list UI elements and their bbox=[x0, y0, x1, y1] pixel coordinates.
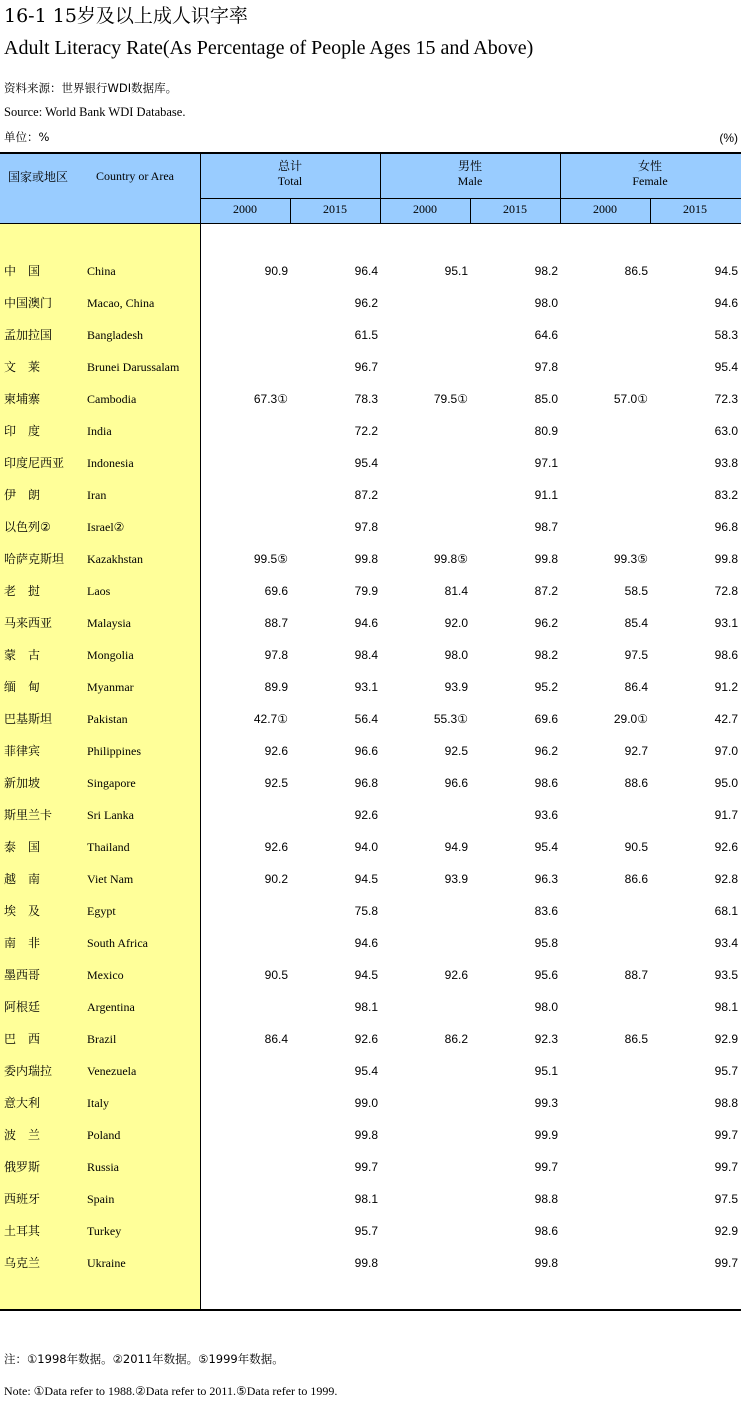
table-cell: 93.4 bbox=[714, 936, 738, 950]
table-cell: 61.5 bbox=[354, 328, 378, 342]
table-cell: 92.0 bbox=[444, 616, 468, 630]
table-cell: 99.7 bbox=[354, 1160, 378, 1174]
table-row bbox=[0, 1221, 741, 1241]
table-cell: 98.6 bbox=[714, 648, 738, 662]
table-cell: 85.0 bbox=[534, 392, 558, 406]
group-label-cn: 女性 bbox=[637, 159, 662, 173]
table-cell: 93.1 bbox=[714, 616, 738, 630]
table-cell: 90.5 bbox=[264, 968, 288, 982]
year-header: 2000 bbox=[593, 202, 617, 216]
table-cell: 86.4 bbox=[624, 680, 648, 694]
table-cell: 98.0 bbox=[534, 1000, 558, 1014]
table-cell: 95.4 bbox=[354, 456, 378, 470]
group-header-female bbox=[560, 158, 740, 188]
table-cell: 96.2 bbox=[534, 744, 558, 758]
table-cell: 96.7 bbox=[354, 360, 378, 374]
table-cell: 72.3 bbox=[714, 392, 738, 406]
table-cell: 81.4 bbox=[444, 584, 468, 598]
country-name-cn: 文 莱 bbox=[4, 360, 41, 374]
table-row bbox=[0, 485, 741, 505]
country-name-cn: 菲律宾 bbox=[4, 744, 41, 758]
table-cell: 97.8 bbox=[264, 648, 288, 662]
table-cell: 55.3① bbox=[433, 712, 468, 726]
country-name-en: Brazil bbox=[87, 1032, 117, 1046]
table-row bbox=[0, 741, 741, 761]
country-name-en: Philippines bbox=[87, 744, 142, 758]
table-cell: 92.6 bbox=[444, 968, 468, 982]
table-cell: 83.2 bbox=[714, 488, 738, 502]
table-cell: 98.6 bbox=[534, 1224, 558, 1238]
table-cell: 99.8 bbox=[354, 1256, 378, 1270]
table-cell: 95.4 bbox=[534, 840, 558, 854]
table-cell: 91.7 bbox=[714, 808, 738, 822]
table-cell: 98.1 bbox=[714, 1000, 738, 1014]
table-cell: 98.8 bbox=[534, 1192, 558, 1206]
country-name-en: Singapore bbox=[87, 776, 136, 790]
group-header-male bbox=[380, 158, 560, 188]
table-row bbox=[0, 1093, 741, 1113]
country-name-cn: 意大利 bbox=[4, 1096, 41, 1110]
page-title-cn: 16-1 15岁及以上成人识字率 bbox=[4, 5, 248, 27]
table-cell: 96.3 bbox=[534, 872, 558, 886]
table-cell: 86.5 bbox=[624, 264, 648, 278]
table-cell: 86.6 bbox=[624, 872, 648, 886]
table-cell: 99.8⑤ bbox=[433, 552, 468, 566]
table-row bbox=[0, 1253, 741, 1273]
country-name-cn: 孟加拉国 bbox=[4, 328, 53, 342]
table-row bbox=[0, 517, 741, 537]
year-header: 2015 bbox=[323, 202, 347, 216]
country-header-cn: 国家或地区 bbox=[8, 169, 69, 184]
country-name-cn: 土耳其 bbox=[4, 1224, 41, 1238]
table-cell: 96.2 bbox=[354, 296, 378, 310]
footnote-en: Note: ①Data refer to 1988.②Data refer to 2011.⑤Data refer to 1999. bbox=[4, 1384, 338, 1398]
table-row bbox=[0, 1061, 741, 1081]
country-name-en: Mexico bbox=[87, 968, 124, 982]
table-cell: 63.0 bbox=[714, 424, 738, 438]
country-name-cn: 中国澳门 bbox=[4, 296, 53, 310]
country-name-en: Mongolia bbox=[87, 648, 134, 662]
table-cell: 99.9 bbox=[534, 1128, 558, 1142]
table-row bbox=[0, 1029, 741, 1049]
table-cell: 56.4 bbox=[354, 712, 378, 726]
group-label-en: Male bbox=[457, 174, 483, 188]
table-row bbox=[0, 293, 741, 313]
country-name-en: Argentina bbox=[87, 1000, 135, 1014]
country-name-en: Spain bbox=[87, 1192, 115, 1206]
table-cell: 92.6 bbox=[264, 840, 288, 854]
country-name-cn: 柬埔寨 bbox=[4, 392, 41, 406]
table-cell: 97.1 bbox=[534, 456, 558, 470]
table-row bbox=[0, 677, 741, 697]
country-name-en: Thailand bbox=[87, 840, 130, 854]
group-label-cn: 男性 bbox=[457, 159, 482, 173]
table-cell: 98.0 bbox=[444, 648, 468, 662]
table-cell: 95.0 bbox=[714, 776, 738, 790]
table-cell: 93.1 bbox=[354, 680, 378, 694]
group-header-total bbox=[200, 158, 380, 188]
table-cell: 92.5 bbox=[264, 776, 288, 790]
table-row bbox=[0, 965, 741, 985]
table-row bbox=[0, 421, 741, 441]
table-cell: 93.9 bbox=[444, 872, 468, 886]
column-divider bbox=[200, 224, 201, 1310]
table-row bbox=[0, 581, 741, 601]
table-cell: 80.9 bbox=[534, 424, 558, 438]
country-name-cn: 伊 朗 bbox=[4, 488, 41, 502]
table-row bbox=[0, 613, 741, 633]
table-cell: 64.6 bbox=[534, 328, 558, 342]
table-cell: 98.8 bbox=[714, 1096, 738, 1110]
table-cell: 83.6 bbox=[534, 904, 558, 918]
table-cell: 69.6 bbox=[264, 584, 288, 598]
table-cell: 93.5 bbox=[714, 968, 738, 982]
table-cell: 96.8 bbox=[714, 520, 738, 534]
country-column-background bbox=[0, 224, 200, 1310]
country-name-cn: 印 度 bbox=[4, 424, 41, 438]
country-name-en: Iran bbox=[87, 488, 107, 502]
country-name-cn: 新加坡 bbox=[4, 776, 41, 790]
table-cell: 92.6 bbox=[714, 840, 738, 854]
country-name-cn: 马来西亚 bbox=[4, 616, 53, 630]
country-name-en: South Africa bbox=[87, 936, 148, 950]
table-cell: 99.7 bbox=[714, 1160, 738, 1174]
unit-label-right: (%) bbox=[719, 131, 738, 145]
table-cell: 94.5 bbox=[714, 264, 738, 278]
table-cell: 97.8 bbox=[534, 360, 558, 374]
country-name-en: Indonesia bbox=[87, 456, 134, 470]
year-header: 2000 bbox=[233, 202, 257, 216]
country-name-cn: 乌克兰 bbox=[4, 1256, 41, 1270]
table-cell: 96.2 bbox=[534, 616, 558, 630]
table-cell: 99.7 bbox=[534, 1160, 558, 1174]
country-name-cn: 委内瑞拉 bbox=[4, 1064, 53, 1078]
country-name-cn: 中 国 bbox=[4, 264, 41, 278]
country-name-cn: 阿根廷 bbox=[4, 1000, 41, 1014]
table-cell: 95.4 bbox=[354, 1064, 378, 1078]
group-label-cn: 总计 bbox=[277, 159, 302, 173]
table-cell: 95.1 bbox=[444, 264, 468, 278]
table-cell: 94.6 bbox=[354, 936, 378, 950]
country-name-en: Israel② bbox=[87, 520, 125, 534]
country-name-cn: 印度尼西亚 bbox=[4, 456, 65, 470]
country-name-en: Myanmar bbox=[87, 680, 134, 694]
country-name-en: Ukraine bbox=[87, 1256, 126, 1270]
table-cell: 93.8 bbox=[714, 456, 738, 470]
table-cell: 95.6 bbox=[534, 968, 558, 982]
table-row bbox=[0, 709, 741, 729]
table-cell: 98.2 bbox=[534, 264, 558, 278]
table-cell: 98.4 bbox=[354, 648, 378, 662]
table-cell: 98.1 bbox=[354, 1192, 378, 1206]
table-cell: 88.7 bbox=[264, 616, 288, 630]
table-row bbox=[0, 901, 741, 921]
country-name-en: Kazakhstan bbox=[87, 552, 143, 566]
table-cell: 86.4 bbox=[264, 1032, 288, 1046]
country-name-cn: 老 挝 bbox=[4, 584, 41, 598]
table-cell: 68.1 bbox=[714, 904, 738, 918]
table-cell: 99.3⑤ bbox=[613, 552, 648, 566]
table-cell: 87.2 bbox=[534, 584, 558, 598]
table-cell: 88.7 bbox=[624, 968, 648, 982]
year-header: 2015 bbox=[503, 202, 527, 216]
table-cell: 96.6 bbox=[354, 744, 378, 758]
group-label-en: Total bbox=[277, 174, 303, 188]
table-cell: 75.8 bbox=[354, 904, 378, 918]
country-name-en: Egypt bbox=[87, 904, 116, 918]
table-cell: 95.7 bbox=[354, 1224, 378, 1238]
table-cell: 57.0① bbox=[613, 392, 648, 406]
table-cell: 95.8 bbox=[534, 936, 558, 950]
table-cell: 94.6 bbox=[354, 616, 378, 630]
table-cell: 92.6 bbox=[264, 744, 288, 758]
table-cell: 69.6 bbox=[534, 712, 558, 726]
table-cell: 72.2 bbox=[354, 424, 378, 438]
country-header-en: Country or Area bbox=[96, 168, 174, 183]
table-cell: 95.1 bbox=[534, 1064, 558, 1078]
source-cn: 资料来源：世界银行WDI数据库。 bbox=[4, 81, 178, 95]
table-header bbox=[0, 152, 741, 224]
country-name-cn: 波 兰 bbox=[4, 1128, 41, 1142]
table-row bbox=[0, 869, 741, 889]
country-name-en: Malaysia bbox=[87, 616, 131, 630]
country-name-cn: 巴 西 bbox=[4, 1032, 41, 1046]
country-name-en: Venezuela bbox=[87, 1064, 137, 1078]
country-name-en: China bbox=[87, 264, 116, 278]
table-row bbox=[0, 549, 741, 569]
table-cell: 92.9 bbox=[714, 1032, 738, 1046]
table-cell: 58.5 bbox=[624, 584, 648, 598]
table-cell: 90.5 bbox=[624, 840, 648, 854]
country-name-cn: 哈萨克斯坦 bbox=[4, 552, 65, 566]
table-cell: 78.3 bbox=[354, 392, 378, 406]
country-name-cn: 埃 及 bbox=[4, 904, 41, 918]
country-name-cn: 西班牙 bbox=[4, 1192, 41, 1206]
table-cell: 99.0 bbox=[354, 1096, 378, 1110]
table-cell: 98.6 bbox=[534, 776, 558, 790]
table-cell: 98.1 bbox=[354, 1000, 378, 1014]
country-name-cn: 以色列② bbox=[4, 520, 51, 534]
table-cell: 94.5 bbox=[354, 872, 378, 886]
table-cell: 92.5 bbox=[444, 744, 468, 758]
table-cell: 42.7 bbox=[714, 712, 738, 726]
table-row bbox=[0, 773, 741, 793]
country-name-en: Italy bbox=[87, 1096, 109, 1110]
table-cell: 94.6 bbox=[714, 296, 738, 310]
table-bottom-rule bbox=[0, 1309, 741, 1311]
table-cell: 95.4 bbox=[714, 360, 738, 374]
year-header: 2015 bbox=[683, 202, 707, 216]
table-row bbox=[0, 389, 741, 409]
table-row bbox=[0, 357, 741, 377]
country-name-en: Brunei Darussalam bbox=[87, 360, 180, 374]
table-cell: 99.3 bbox=[534, 1096, 558, 1110]
table-cell: 94.0 bbox=[354, 840, 378, 854]
table-cell: 88.6 bbox=[624, 776, 648, 790]
table-cell: 99.8 bbox=[354, 552, 378, 566]
country-name-en: Viet Nam bbox=[87, 872, 134, 886]
table-cell: 92.6 bbox=[354, 1032, 378, 1046]
table-cell: 86.5 bbox=[624, 1032, 648, 1046]
table-cell: 93.6 bbox=[534, 808, 558, 822]
table-cell: 93.9 bbox=[444, 680, 468, 694]
table-row bbox=[0, 645, 741, 665]
country-name-cn: 蒙 古 bbox=[4, 648, 41, 662]
table-cell: 85.4 bbox=[624, 616, 648, 630]
table-cell: 72.8 bbox=[714, 584, 738, 598]
table-cell: 92.8 bbox=[714, 872, 738, 886]
table-row bbox=[0, 325, 741, 345]
table-cell: 97.5 bbox=[714, 1192, 738, 1206]
table-cell: 99.5⑤ bbox=[253, 552, 288, 566]
country-name-en: Bangladesh bbox=[87, 328, 143, 342]
table-cell: 99.8 bbox=[354, 1128, 378, 1142]
table-row bbox=[0, 997, 741, 1017]
table-cell: 98.2 bbox=[534, 648, 558, 662]
table-cell: 98.7 bbox=[534, 520, 558, 534]
table-cell: 87.2 bbox=[354, 488, 378, 502]
table-cell: 94.9 bbox=[444, 840, 468, 854]
table-cell: 86.2 bbox=[444, 1032, 468, 1046]
table-cell: 92.9 bbox=[714, 1224, 738, 1238]
country-name-cn: 越 南 bbox=[4, 872, 41, 886]
table-row bbox=[0, 1189, 741, 1209]
country-name-en: Russia bbox=[87, 1160, 120, 1174]
footnote-cn: 注：①1998年数据。②2011年数据。⑤1999年数据。 bbox=[4, 1352, 284, 1366]
country-name-en: Turkey bbox=[87, 1224, 122, 1238]
table-row bbox=[0, 805, 741, 825]
table-cell: 91.1 bbox=[534, 488, 558, 502]
table-cell: 99.7 bbox=[714, 1256, 738, 1270]
country-name-en: Cambodia bbox=[87, 392, 137, 406]
table-cell: 97.8 bbox=[354, 520, 378, 534]
table-cell: 91.2 bbox=[714, 680, 738, 694]
country-name-en: Poland bbox=[87, 1128, 121, 1142]
table-cell: 97.0 bbox=[714, 744, 738, 758]
table-row bbox=[0, 933, 741, 953]
country-name-cn: 泰 国 bbox=[4, 840, 41, 854]
table-cell: 67.3① bbox=[253, 392, 288, 406]
table-cell: 99.8 bbox=[714, 552, 738, 566]
table-row bbox=[0, 261, 741, 281]
table-cell: 96.8 bbox=[354, 776, 378, 790]
table-row bbox=[0, 1157, 741, 1177]
table-cell: 90.2 bbox=[264, 872, 288, 886]
country-name-en: India bbox=[87, 424, 112, 438]
table-cell: 79.9 bbox=[354, 584, 378, 598]
country-name-cn: 南 非 bbox=[4, 936, 41, 950]
country-name-cn: 缅 甸 bbox=[4, 680, 41, 694]
table-cell: 79.5① bbox=[433, 392, 468, 406]
country-name-cn: 墨西哥 bbox=[4, 968, 41, 982]
country-name-en: Macao, China bbox=[87, 296, 155, 310]
table-cell: 90.9 bbox=[264, 264, 288, 278]
table-cell: 99.7 bbox=[714, 1128, 738, 1142]
country-name-cn: 巴基斯坦 bbox=[4, 712, 53, 726]
page-title-en: Adult Literacy Rate(As Percentage of People Ages 15 and Above) bbox=[4, 37, 534, 59]
country-name-en: Pakistan bbox=[87, 712, 128, 726]
table-cell: 95.7 bbox=[714, 1064, 738, 1078]
table-cell: 95.2 bbox=[534, 680, 558, 694]
table-cell: 94.5 bbox=[354, 968, 378, 982]
source-en: Source: World Bank WDI Database. bbox=[4, 105, 186, 119]
table-cell: 96.6 bbox=[444, 776, 468, 790]
table-cell: 42.7① bbox=[253, 712, 288, 726]
country-name-en: Laos bbox=[87, 584, 111, 598]
country-name-en: Sri Lanka bbox=[87, 808, 134, 822]
table-cell: 92.7 bbox=[624, 744, 648, 758]
table-cell: 99.8 bbox=[534, 552, 558, 566]
table-row bbox=[0, 1125, 741, 1145]
table-cell: 96.4 bbox=[354, 264, 378, 278]
table-cell: 98.0 bbox=[534, 296, 558, 310]
group-label-en: Female bbox=[632, 174, 668, 188]
unit-label-cn: 单位：% bbox=[4, 130, 50, 144]
table-cell: 92.6 bbox=[354, 808, 378, 822]
country-name-cn: 俄罗斯 bbox=[4, 1160, 41, 1174]
table-cell: 29.0① bbox=[613, 712, 648, 726]
table-cell: 58.3 bbox=[714, 328, 738, 342]
year-header: 2000 bbox=[413, 202, 437, 216]
table-cell: 89.9 bbox=[264, 680, 288, 694]
table-row bbox=[0, 837, 741, 857]
table-row bbox=[0, 453, 741, 473]
table-cell: 92.3 bbox=[534, 1032, 558, 1046]
table-cell: 97.5 bbox=[624, 648, 648, 662]
country-name-cn: 斯里兰卡 bbox=[4, 808, 53, 822]
table-cell: 99.8 bbox=[534, 1256, 558, 1270]
